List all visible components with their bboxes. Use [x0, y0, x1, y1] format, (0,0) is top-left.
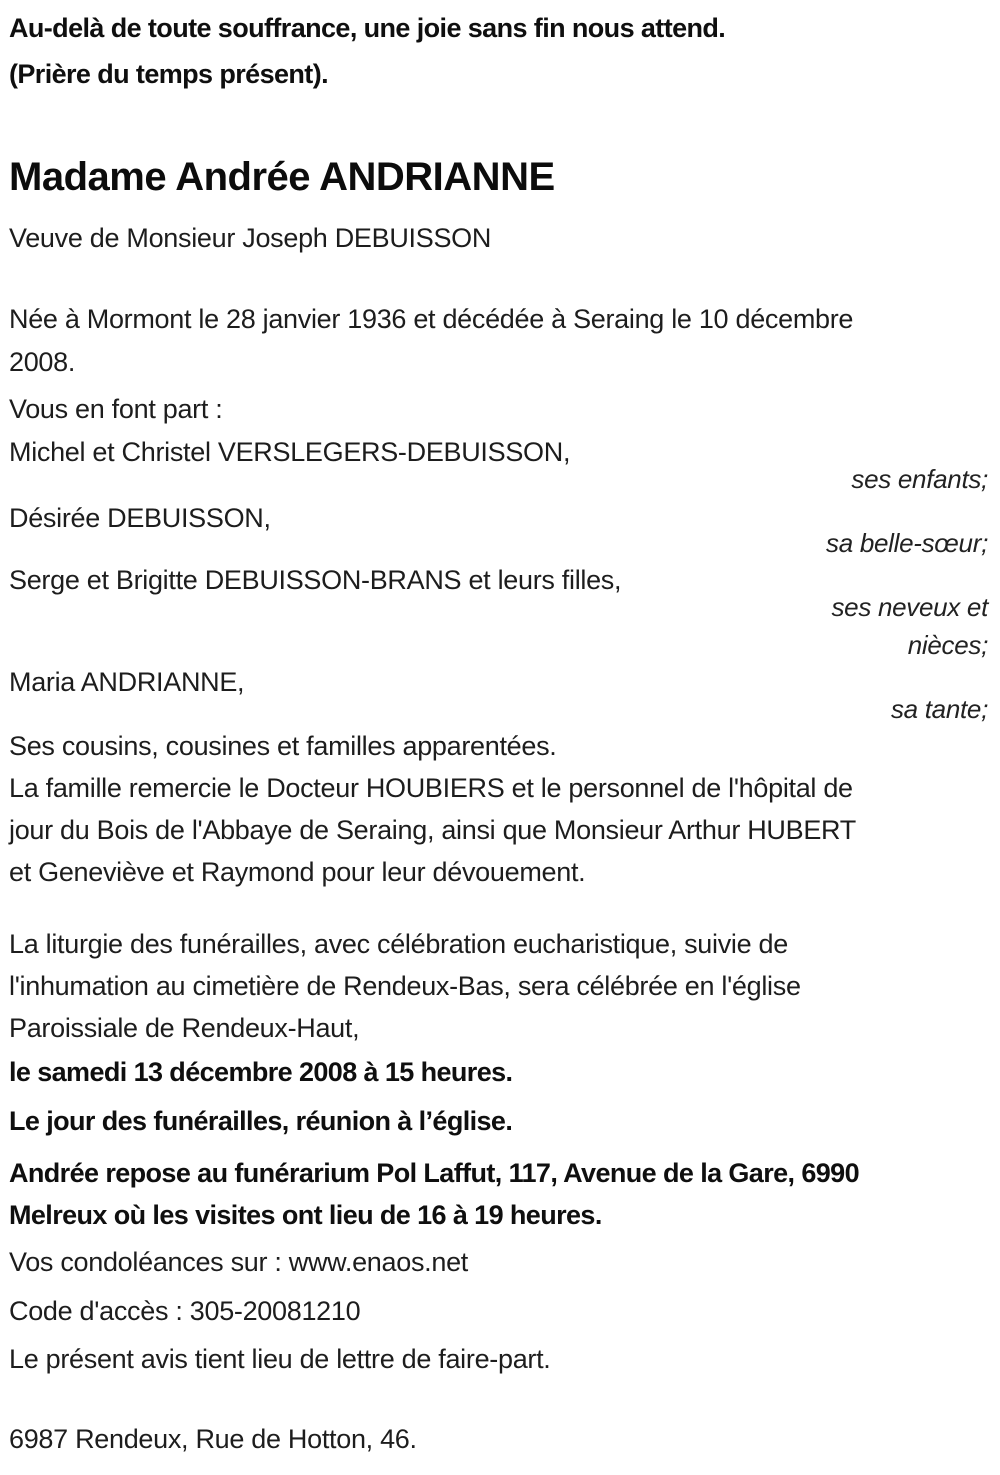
relative-sister-in-law-name: Désirée DEBUISSON, — [9, 503, 271, 533]
birth-death-line-1: Née à Mormont le 28 janvier 1936 et décédée à Seraing le 10 décembre — [9, 304, 854, 334]
thanks-line-1: La famille remercie le Docteur HOUBIERS et le personnel de l'hôpital de — [9, 773, 853, 803]
relation-aunt: sa tante; — [890, 694, 988, 724]
funeral-home-line-2: Melreux où les visites ont lieu de 16 à 19 heures. — [9, 1200, 602, 1230]
liturgy-line-2: l'inhumation au cimetière de Rendeux-Bas, sera célébrée en l'église — [9, 971, 801, 1001]
relation-nephews-line-2: nièces; — [907, 630, 988, 660]
relation-sister-in-law: sa belle-sœur; — [826, 528, 988, 558]
funeral-meeting-line: Le jour des funérailles, réunion à l’église. — [9, 1106, 513, 1136]
relation-nephews-line-1: ses neveux et — [831, 592, 988, 622]
faire-part-notice-line: Le présent avis tient lieu de lettre de faire-part. — [9, 1344, 551, 1374]
condolences-website-line: Vos condoléances sur : www.enaos.net — [9, 1247, 468, 1277]
announcement-intro: Vous en font part : — [9, 394, 223, 424]
liturgy-line-3: Paroissiale de Rendeux-Haut, — [9, 1013, 360, 1043]
epigraph-source: (Prière du temps présent). — [9, 59, 328, 89]
thanks-line-2: jour du Bois de l'Abbaye de Seraing, ainsi que Monsieur Arthur HUBERT — [9, 815, 856, 845]
access-code-line: Code d'accès : 305-20081210 — [9, 1296, 361, 1326]
deceased-name-heading: Madame Andrée ANDRIANNE — [9, 154, 555, 199]
relation-children: ses enfants; — [851, 464, 988, 494]
birth-death-line-2: 2008. — [9, 347, 76, 377]
widow-of-line: Veuve de Monsieur Joseph DEBUISSON — [9, 223, 492, 253]
cousins-line: Ses cousins, cousines et familles apparentées. — [9, 731, 557, 761]
liturgy-line-1: La liturgie des funérailles, avec célébration eucharistique, suivie de — [9, 929, 788, 959]
funeral-home-line-1: Andrée repose au funérarium Pol Laffut, 117, Avenue de la Gare, 6990 — [9, 1158, 860, 1188]
funeral-datetime-line: le samedi 13 décembre 2008 à 15 heures. — [9, 1057, 513, 1087]
relative-nephews-names: Serge et Brigitte DEBUISSON-BRANS et leurs filles, — [9, 565, 622, 595]
relative-children-names: Michel et Christel VERSLEGERS-DEBUISSON, — [9, 437, 571, 467]
relative-aunt-name: Maria ANDRIANNE, — [9, 667, 245, 697]
epigraph-quote: Au-delà de toute souffrance, une joie sans fin nous attend. — [9, 13, 726, 43]
thanks-line-3: et Geneviève et Raymond pour leur dévouement. — [9, 857, 586, 887]
address-line: 6987 Rendeux, Rue de Hotton, 46. — [9, 1424, 417, 1454]
